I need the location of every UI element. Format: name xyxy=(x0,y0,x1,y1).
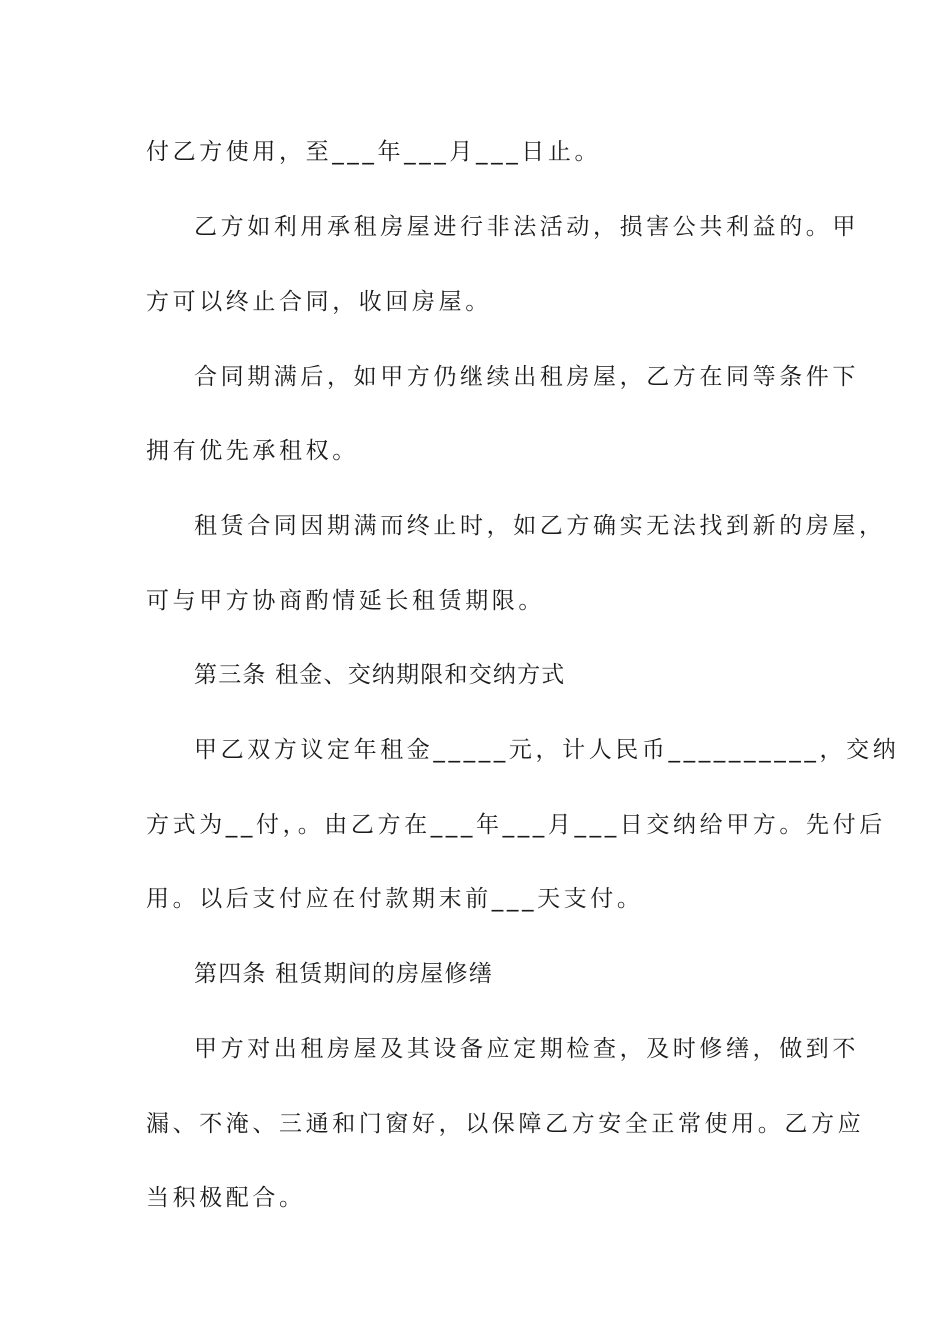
text-line: 方式为__付，。由乙方在___年___月___日交纳给甲方。先付后 xyxy=(146,812,886,838)
text-line: 当积极配合。 xyxy=(146,1185,306,1211)
paragraph-line: 租赁合同因期满而终止时，如乙方确实无法找到新的房屋， xyxy=(194,513,886,539)
section-heading: 第三条 租金、交纳期限和交纳方式 xyxy=(194,662,566,688)
paragraph-line: 乙方如利用承租房屋进行非法活动，损害公共利益的。甲 xyxy=(194,214,859,240)
text-line: 可与甲方协商酌情延长租赁期限。 xyxy=(146,588,545,614)
paragraph-line: 甲乙双方议定年租金_____元，计人民币__________，交纳 xyxy=(194,737,900,763)
paragraph-line: 合同期满后，如甲方仍继续出租房屋，乙方在同等条件下 xyxy=(194,364,859,390)
text-line: 方可以终止合同，收回房屋。 xyxy=(146,289,492,315)
section-heading: 第四条 租赁期间的房屋修缮 xyxy=(194,961,493,987)
text-line: 用。以后支付应在付款期末前___天支付。 xyxy=(146,886,644,912)
text-line: 拥有优先承租权。 xyxy=(146,438,359,464)
text-line: 漏、不淹、三通和门窗好，以保障乙方安全正常使用。乙方应 xyxy=(146,1111,865,1137)
text-line: 付乙方使用，至___年___月___日止。 xyxy=(146,139,602,165)
paragraph-line: 甲方对出租房屋及其设备应定期检查，及时修缮，做到不 xyxy=(194,1036,859,1062)
